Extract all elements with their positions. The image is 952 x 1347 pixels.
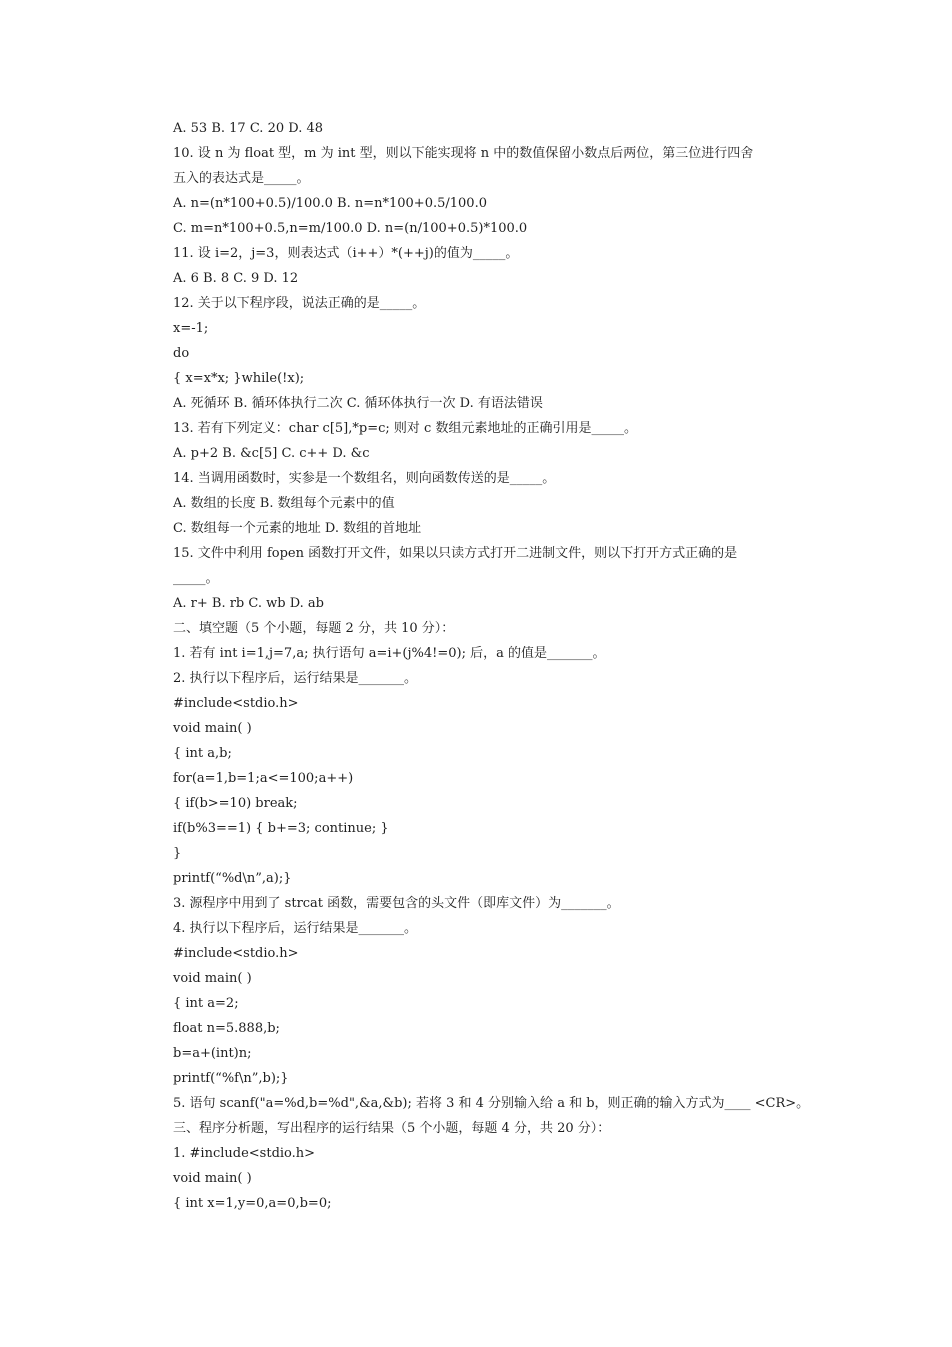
text-line: A. 死循环 B. 循环体执行二次 C. 循环体执行一次 D. 有语法错误	[173, 396, 543, 411]
fill-question-3: 3. 源程序中用到了 strcat 函数，需要包含的头文件（即库文件）为_______。	[173, 896, 620, 911]
text-line: 五入的表达式是_____。	[173, 171, 310, 186]
code-line: void main( )	[173, 971, 252, 986]
code-line: #include<stdio.h>	[173, 696, 299, 711]
code-line: { int a=2;	[173, 996, 239, 1011]
code-line: }	[173, 846, 182, 861]
code-line: printf(“%d\n”,a);}	[173, 871, 292, 886]
question-14: 14. 当调用函数时，实参是一个数组名，则向函数传送的是_____。	[173, 471, 556, 486]
code-line: { int a,b;	[173, 746, 232, 761]
section-heading-fill-in: 二、填空题（5 个小题，每题 2 分，共 10 分）：	[173, 621, 455, 636]
code-line: { x=x*x; }while(!x);	[173, 371, 305, 386]
code-line: { int x=1,y=0,a=0,b=0;	[173, 1196, 332, 1211]
question-15: 15. 文件中利用 fopen 函数打开文件，如果以只读方式打开二进制文件，则以下打开方式正确的是	[173, 546, 738, 561]
code-line: float n=5.888,b;	[173, 1021, 280, 1036]
code-line: do	[173, 346, 190, 361]
code-line: void main( )	[173, 1171, 252, 1186]
question-12: 12. 关于以下程序段，说法正确的是_____。	[173, 296, 426, 311]
code-line: if(b%3==1) { b+=3; continue; }	[173, 821, 389, 836]
fill-question-5: 5. 语句 scanf("a=%d,b=%d",&a,&b); 若将 3 和 4 分别输入给 a 和 b，则正确的输入方式为____ <CR>。	[173, 1096, 810, 1111]
text-line: C. m=n*100+0.5,n=m/100.0 D. n=(n/100+0.5)*100.0	[173, 221, 528, 236]
code-line: for(a=1,b=1;a<=100;a++)	[173, 771, 354, 786]
text-line: _____。	[173, 571, 219, 586]
fill-question-1: 1. 若有 int i=1,j=7,a; 执行语句 a=i+(j%4!=0); 后，a 的值是_______。	[173, 646, 606, 661]
code-line: b=a+(int)n;	[173, 1046, 252, 1061]
text-line: A. r+ B. rb C. wb D. ab	[173, 596, 325, 611]
text-line: A. 数组的长度 B. 数组每个元素中的值	[173, 496, 395, 511]
question-10: 10. 设 n 为 float 型，m 为 int 型，则以下能实现将 n 中的数值保留小数点后两位，第三位进行四舍	[173, 146, 754, 161]
text-line: A. p+2 B. &c[5] C. c++ D. &c	[173, 446, 370, 461]
question-13: 13. 若有下列定义：char c[5],*p=c; 则对 c 数组元素地址的正确引用是_____。	[173, 421, 637, 436]
code-line: printf(“%f\n”,b);}	[173, 1071, 289, 1086]
document-body	[173, 116, 873, 1216]
text-line: C. 数组每一个元素的地址 D. 数组的首地址	[173, 521, 422, 536]
code-line: void main( )	[173, 721, 252, 736]
section-heading-program-analysis: 三、程序分析题，写出程序的运行结果（5 个小题，每题 4 分，共 20 分）：	[173, 1121, 611, 1136]
text-line: A. 53 B. 17 C. 20 D. 48	[173, 121, 324, 136]
code-line: #include<stdio.h>	[173, 946, 299, 961]
text-line: A. n=(n*100+0.5)/100.0 B. n=n*100+0.5/100.0	[173, 196, 487, 211]
analysis-question-1: 1. #include<stdio.h>	[173, 1146, 316, 1161]
fill-question-4: 4. 执行以下程序后，运行结果是_______。	[173, 921, 418, 936]
text-line: A. 6 B. 8 C. 9 D. 12	[173, 271, 299, 286]
fill-question-2: 2. 执行以下程序后，运行结果是_______。	[173, 671, 418, 686]
code-line: { if(b>=10) break;	[173, 796, 298, 811]
code-line: x=-1;	[173, 321, 209, 336]
question-11: 11. 设 i=2，j=3，则表达式（i++）*(++j)的值为_____。	[173, 246, 519, 261]
